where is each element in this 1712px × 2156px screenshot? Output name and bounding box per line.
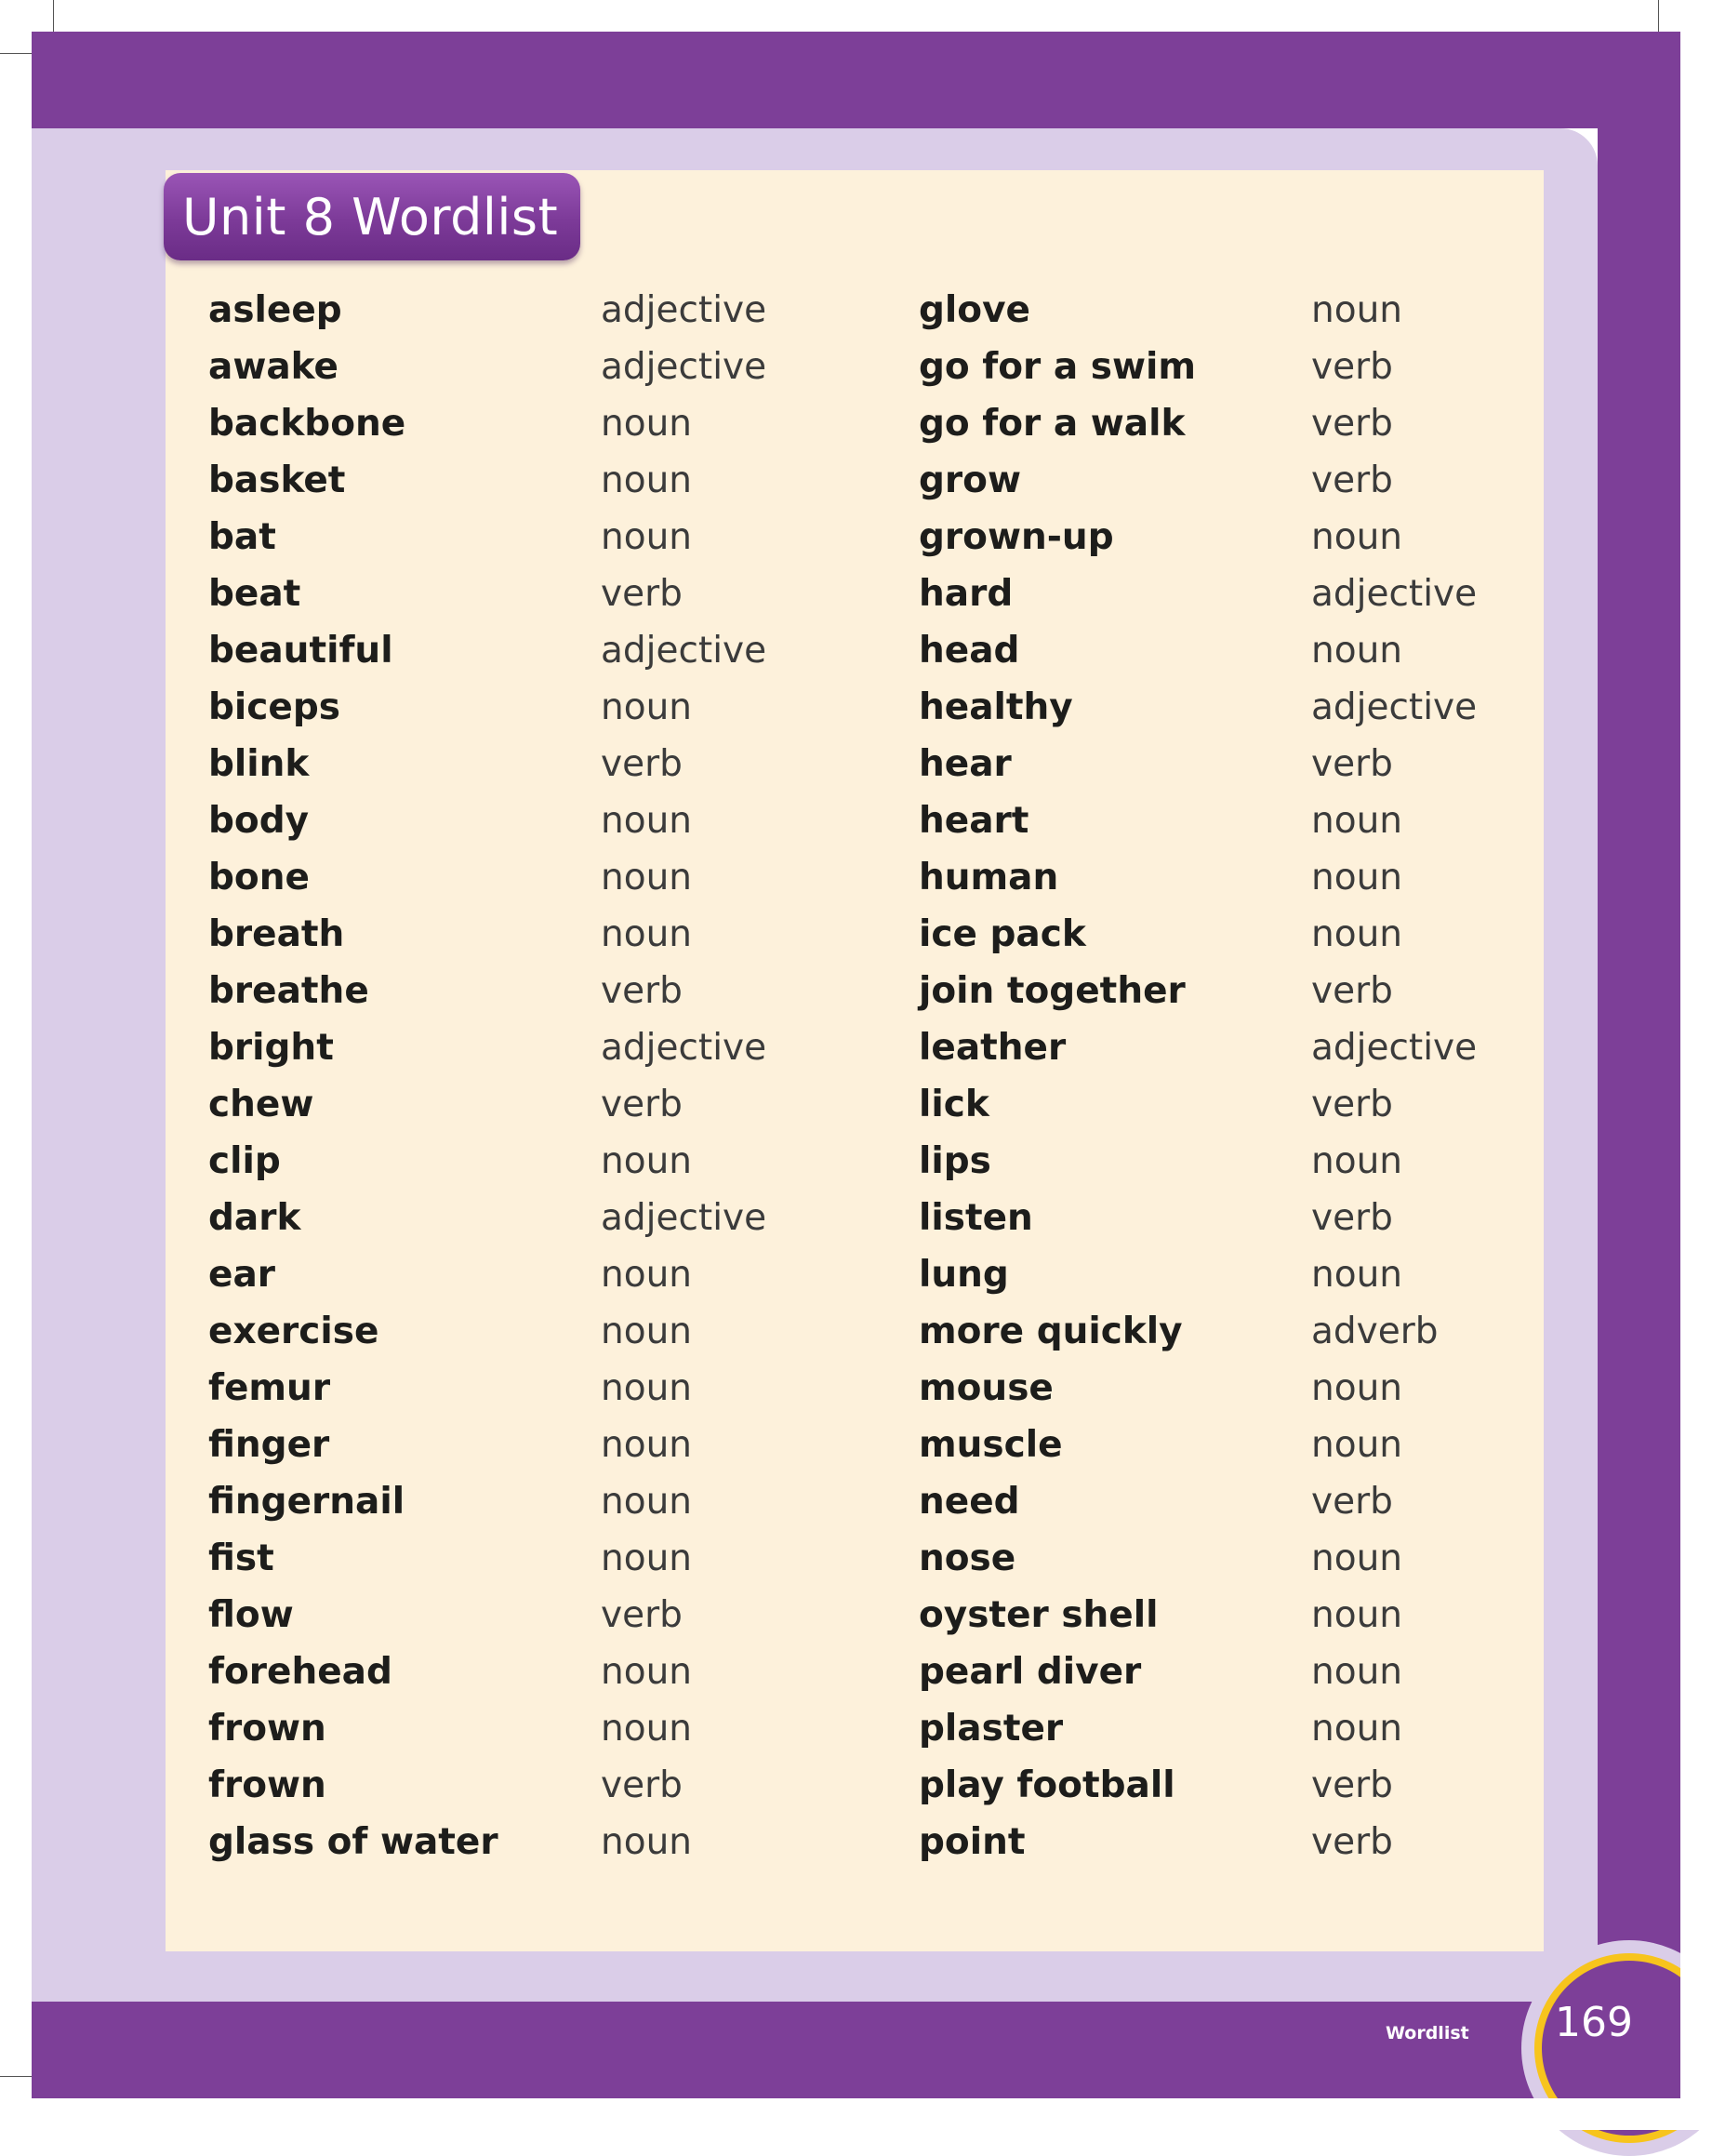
wordlist-part-of-speech: verb bbox=[1311, 403, 1393, 445]
wordlist-word: asleep bbox=[208, 289, 342, 331]
wordlist-part-of-speech: noun bbox=[1311, 1594, 1403, 1636]
wordlist-part-of-speech: noun bbox=[601, 857, 693, 898]
wordlist-word: glove bbox=[919, 289, 1030, 331]
wordlist-part-of-speech: adjective bbox=[601, 346, 767, 388]
wordlist-part-of-speech: verb bbox=[601, 1084, 683, 1125]
wordlist-word: more quickly bbox=[919, 1311, 1183, 1352]
wordlist-word: human bbox=[919, 857, 1059, 898]
wordlist-part-of-speech: noun bbox=[601, 1708, 693, 1750]
wordlist-word: oyster shell bbox=[919, 1594, 1159, 1636]
wordlist-part-of-speech: noun bbox=[1311, 289, 1403, 331]
wordlist-row bbox=[208, 339, 803, 395]
wordlist-row bbox=[919, 395, 1514, 452]
wordlist-row bbox=[208, 1814, 803, 1870]
wordlist-part-of-speech: verb bbox=[1311, 346, 1393, 388]
wordlist-word: frown bbox=[208, 1708, 326, 1750]
wordlist-word: beautiful bbox=[208, 630, 393, 672]
wordlist-row bbox=[919, 339, 1514, 395]
wordlist-part-of-speech: verb bbox=[1311, 1481, 1393, 1523]
wordlist-word: go for a swim bbox=[919, 346, 1197, 388]
wordlist-part-of-speech: noun bbox=[601, 516, 693, 558]
wordlist-word: exercise bbox=[208, 1311, 379, 1352]
wordlist-row bbox=[919, 1417, 1514, 1473]
wordlist-left-column bbox=[208, 282, 803, 1870]
wordlist-part-of-speech: verb bbox=[1311, 743, 1393, 785]
wordlist-word: dark bbox=[208, 1197, 301, 1239]
wordlist-part-of-speech: noun bbox=[1311, 630, 1403, 672]
wordlist-part-of-speech: adjective bbox=[601, 289, 767, 331]
wordlist-part-of-speech: noun bbox=[601, 403, 693, 445]
wordlist-part-of-speech: noun bbox=[601, 686, 693, 728]
wordlist-row bbox=[919, 1133, 1514, 1190]
wordlist-word: flow bbox=[208, 1594, 294, 1636]
wordlist-part-of-speech: verb bbox=[601, 743, 683, 785]
footer-section-label: Wordlist bbox=[1386, 2023, 1469, 2043]
wordlist-word: lick bbox=[919, 1084, 989, 1125]
wordlist-part-of-speech: noun bbox=[1311, 800, 1403, 842]
wordlist-word: lung bbox=[919, 1254, 1009, 1296]
wordlist-row bbox=[919, 1757, 1514, 1814]
wordlist-row bbox=[919, 849, 1514, 906]
wordlist-row bbox=[919, 1303, 1514, 1360]
wordlist-row bbox=[919, 1246, 1514, 1303]
wordlist-word: ice pack bbox=[919, 913, 1086, 955]
wordlist-row bbox=[919, 509, 1514, 566]
wordlist-word: grow bbox=[919, 459, 1021, 501]
wordlist-row bbox=[208, 1190, 803, 1246]
wordlist-row bbox=[208, 1700, 803, 1757]
wordlist-word: bright bbox=[208, 1027, 334, 1069]
wordlist-word: join together bbox=[919, 970, 1186, 1012]
wordlist-part-of-speech: adjective bbox=[601, 630, 767, 672]
wordlist-part-of-speech: noun bbox=[1311, 1140, 1403, 1182]
wordlist-part-of-speech: noun bbox=[601, 1367, 693, 1409]
wordlist-word: grown-up bbox=[919, 516, 1114, 558]
wordlist-word: mouse bbox=[919, 1367, 1054, 1409]
wordlist-row bbox=[208, 1644, 803, 1700]
wordlist-part-of-speech: noun bbox=[1311, 857, 1403, 898]
wordlist-row bbox=[208, 679, 803, 736]
wordlist-row bbox=[208, 1076, 803, 1133]
wordlist-word: need bbox=[919, 1481, 1020, 1523]
wordlist-part-of-speech: noun bbox=[601, 1651, 693, 1693]
wordlist-part-of-speech: verb bbox=[1311, 1084, 1393, 1125]
wordlist-word: fist bbox=[208, 1537, 274, 1579]
wordlist-word: lips bbox=[919, 1140, 991, 1182]
wordlist-word: fingernail bbox=[208, 1481, 405, 1523]
wordlist-row bbox=[919, 1700, 1514, 1757]
wordlist-row bbox=[208, 906, 803, 963]
wordlist-row bbox=[919, 1814, 1514, 1870]
wordlist-part-of-speech: noun bbox=[601, 1140, 693, 1182]
wordlist-word: body bbox=[208, 800, 310, 842]
wordlist-word: blink bbox=[208, 743, 310, 785]
wordlist-word: play football bbox=[919, 1764, 1175, 1806]
wordlist-row bbox=[919, 906, 1514, 963]
wordlist-word: hear bbox=[919, 743, 1012, 785]
wordlist-row bbox=[208, 509, 803, 566]
wordlist-word: head bbox=[919, 630, 1020, 672]
wordlist-right-column bbox=[919, 282, 1514, 1870]
wordlist-word: healthy bbox=[919, 686, 1073, 728]
crop-mark-top-left-vertical bbox=[53, 0, 54, 32]
wordlist-word: clip bbox=[208, 1140, 281, 1182]
right-purple-band bbox=[1598, 32, 1680, 2098]
page-trim-right bbox=[1680, 0, 1712, 2130]
wordlist-word: leather bbox=[919, 1027, 1067, 1069]
wordlist-part-of-speech: noun bbox=[601, 800, 693, 842]
wordlist-part-of-speech: verb bbox=[1311, 1764, 1393, 1806]
wordlist-part-of-speech: adjective bbox=[1311, 1027, 1478, 1069]
title-tab bbox=[164, 173, 580, 260]
wordlist-part-of-speech: noun bbox=[1311, 516, 1403, 558]
wordlist-word: glass of water bbox=[208, 1821, 498, 1863]
wordlist-part-of-speech: noun bbox=[601, 459, 693, 501]
wordlist-row bbox=[919, 622, 1514, 679]
wordlist-word: hard bbox=[919, 573, 1014, 615]
wordlist-row bbox=[919, 1473, 1514, 1530]
wordlist-row bbox=[208, 1473, 803, 1530]
wordlist-part-of-speech: noun bbox=[1311, 1424, 1403, 1466]
wordlist-word: forehead bbox=[208, 1651, 392, 1693]
wordlist-row bbox=[919, 1190, 1514, 1246]
wordlist-word: ear bbox=[208, 1254, 276, 1296]
wordlist-part-of-speech: noun bbox=[601, 1424, 693, 1466]
wordlist-row bbox=[208, 622, 803, 679]
wordlist-row bbox=[208, 282, 803, 339]
wordlist-row bbox=[919, 1019, 1514, 1076]
wordlist-row bbox=[919, 282, 1514, 339]
wordlist-part-of-speech: verb bbox=[1311, 970, 1393, 1012]
crop-mark-top-left-horizontal bbox=[0, 53, 32, 54]
top-purple-band bbox=[32, 32, 1680, 128]
wordlist-part-of-speech: verb bbox=[1311, 1821, 1393, 1863]
wordlist-row bbox=[208, 1246, 803, 1303]
wordlist-row bbox=[208, 736, 803, 792]
wordlist-row bbox=[208, 1417, 803, 1473]
wordlist-word: breath bbox=[208, 913, 345, 955]
wordlist-part-of-speech: adjective bbox=[1311, 686, 1478, 728]
wordlist-part-of-speech: noun bbox=[1311, 913, 1403, 955]
wordlist-part-of-speech: noun bbox=[601, 1481, 693, 1523]
wordlist-part-of-speech: noun bbox=[601, 1537, 693, 1579]
wordlist-row bbox=[208, 792, 803, 849]
wordlist-word: nose bbox=[919, 1537, 1016, 1579]
wordlist-row bbox=[208, 963, 803, 1019]
wordlist-word: bat bbox=[208, 516, 276, 558]
wordlist-word: go for a walk bbox=[919, 403, 1186, 445]
wordlist-row bbox=[919, 736, 1514, 792]
wordlist-row bbox=[208, 395, 803, 452]
crop-mark-bottom-left-horizontal bbox=[0, 2076, 32, 2077]
wordlist-part-of-speech: noun bbox=[1311, 1254, 1403, 1296]
wordlist-row bbox=[208, 1360, 803, 1417]
wordlist-row bbox=[919, 679, 1514, 736]
wordlist-row bbox=[919, 566, 1514, 622]
wordlist-row bbox=[919, 452, 1514, 509]
wordlist-word: awake bbox=[208, 346, 339, 388]
wordlist-row bbox=[208, 1530, 803, 1587]
wordlist-part-of-speech: verb bbox=[601, 573, 683, 615]
wordlist-word: bone bbox=[208, 857, 310, 898]
wordlist-part-of-speech: noun bbox=[1311, 1537, 1403, 1579]
wordlist-row bbox=[208, 1303, 803, 1360]
wordlist-word: biceps bbox=[208, 686, 340, 728]
wordlist-part-of-speech: noun bbox=[601, 913, 693, 955]
wordlist-word: finger bbox=[208, 1424, 330, 1466]
wordlist-word: plaster bbox=[919, 1708, 1064, 1750]
wordlist-row bbox=[208, 1757, 803, 1814]
wordlist-word: muscle bbox=[919, 1424, 1063, 1466]
wordlist-row bbox=[919, 1076, 1514, 1133]
wordlist-part-of-speech: noun bbox=[1311, 1708, 1403, 1750]
wordlist-part-of-speech: adjective bbox=[601, 1027, 767, 1069]
wordlist-row bbox=[208, 566, 803, 622]
wordlist-row bbox=[208, 1133, 803, 1190]
wordlist-part-of-speech: verb bbox=[601, 1764, 683, 1806]
crop-mark-top-right-vertical bbox=[1658, 0, 1659, 32]
wordlist-word: beat bbox=[208, 573, 301, 615]
wordlist-row bbox=[208, 1587, 803, 1644]
wordlist-part-of-speech: verb bbox=[1311, 459, 1393, 501]
wordlist-word: listen bbox=[919, 1197, 1033, 1239]
wordlist-part-of-speech: noun bbox=[601, 1254, 693, 1296]
wordlist-part-of-speech: noun bbox=[1311, 1367, 1403, 1409]
wordlist-word: chew bbox=[208, 1084, 314, 1125]
wordlist-word: femur bbox=[208, 1367, 331, 1409]
wordlist-word: heart bbox=[919, 800, 1029, 842]
wordlist-part-of-speech: adverb bbox=[1311, 1311, 1439, 1352]
wordlist-part-of-speech: verb bbox=[1311, 1197, 1393, 1239]
wordlist-part-of-speech: adjective bbox=[1311, 573, 1478, 615]
wordlist-row bbox=[919, 1530, 1514, 1587]
wordlist-row bbox=[919, 1644, 1514, 1700]
wordlist-part-of-speech: noun bbox=[1311, 1651, 1403, 1693]
wordlist-part-of-speech: verb bbox=[601, 1594, 683, 1636]
wordlist-row bbox=[208, 849, 803, 906]
page-trim-bottom bbox=[0, 2098, 1712, 2130]
wordlist-word: pearl diver bbox=[919, 1651, 1142, 1693]
page-title: Unit 8 Wordlist bbox=[182, 187, 559, 246]
wordlist-word: breathe bbox=[208, 970, 369, 1012]
wordlist-word: point bbox=[919, 1821, 1026, 1863]
wordlist-part-of-speech: adjective bbox=[601, 1197, 767, 1239]
wordlist-part-of-speech: noun bbox=[601, 1821, 693, 1863]
wordlist-row bbox=[919, 792, 1514, 849]
wordlist-word: basket bbox=[208, 459, 346, 501]
wordlist-row bbox=[919, 963, 1514, 1019]
wordlist-row bbox=[919, 1587, 1514, 1644]
wordlist-row bbox=[919, 1360, 1514, 1417]
wordlist-word: backbone bbox=[208, 403, 406, 445]
wordlist-word: frown bbox=[208, 1764, 326, 1806]
wordlist-part-of-speech: verb bbox=[601, 970, 683, 1012]
wordlist-row bbox=[208, 1019, 803, 1076]
wordlist-row bbox=[208, 452, 803, 509]
page-number: 169 bbox=[1555, 1999, 1633, 2046]
wordlist-part-of-speech: noun bbox=[601, 1311, 693, 1352]
